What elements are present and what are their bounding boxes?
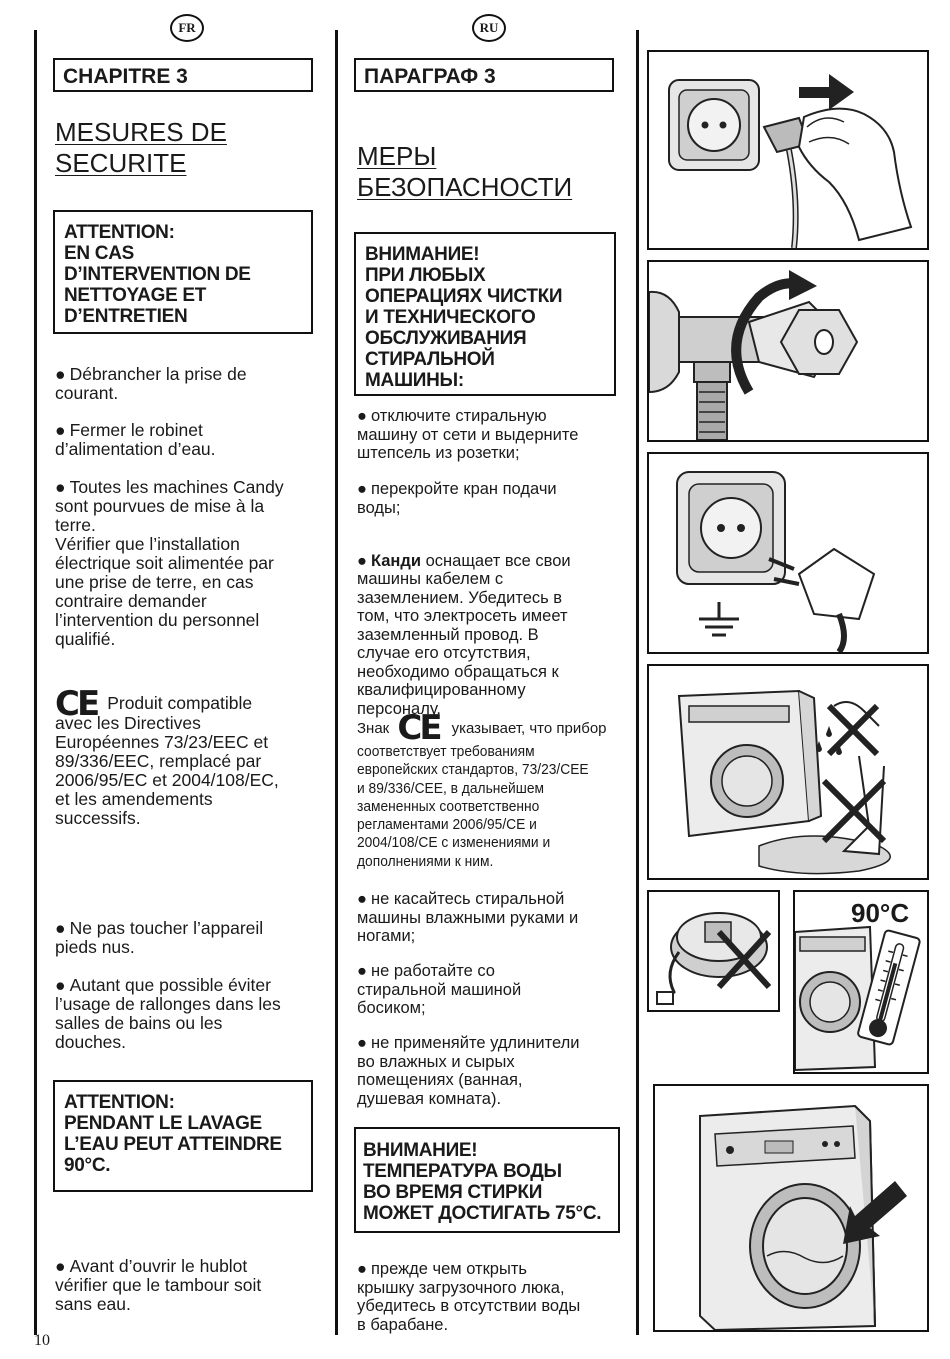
ru-warning1-line-3: ОПЕРАЦИЯХ ЧИСТКИ xyxy=(365,286,563,307)
fr-warning1-line-5: D’ENTRETIEN xyxy=(64,306,188,327)
fr-title-line-1: MESURES DE xyxy=(55,117,227,147)
illustration-no-wet-barefoot xyxy=(647,664,929,880)
ru-ce-prefix: Знак xyxy=(357,720,390,737)
ru-warning2-line-4: МОЖЕТ ДОСТИГАТЬ 75°C. xyxy=(363,1203,602,1224)
ru-earthing-brand: ● Канди xyxy=(357,552,421,570)
ru-warning1-line-2: ПРИ ЛЮБЫХ xyxy=(365,265,486,286)
ru-warning2-line-2: ТЕМПЕРАТУРА ВОДЫ xyxy=(363,1161,562,1182)
fr-ce-text-first: Produit compatible xyxy=(107,693,253,713)
ru-warning2-line-1: ВНИМАНИЕ! xyxy=(363,1140,478,1161)
fr-warning-temperature xyxy=(53,1080,313,1192)
page-number: 10 xyxy=(34,1332,50,1349)
fr-warning2-line-4: 90°C. xyxy=(64,1155,111,1176)
ru-warning-temperature xyxy=(354,1127,620,1233)
fr-warning1-line-2: EN CAS xyxy=(64,243,134,264)
fr-warning1-line-4: NETTOYAGE ET xyxy=(64,285,207,306)
ru-bullet-extension: ● не применяйте удлинители во влажных и сырых помещениях (ванная, душевая комната). xyxy=(357,1034,632,1108)
ru-warning2-line-3: ВО ВРЕМЯ СТИРКИ xyxy=(363,1182,543,1203)
ru-warning-maintenance xyxy=(354,232,616,396)
ru-warning1-line-5: ОБСЛУЖИВАНИЯ xyxy=(365,328,527,349)
ru-earthing-first: оснащает все свои xyxy=(421,551,571,570)
fr-ce-text-rest: avec les Directives Européennes 73/23/EEC et 89/336/EEC, remplacé par 2006/95/EC et 2004/108/EC, et les amendements successifs. xyxy=(55,713,279,828)
fr-warning1-line-3: D’INTERVENTION DE xyxy=(64,264,251,285)
ru-warning1-line-7: МАШИНЫ: xyxy=(365,370,464,391)
ru-bullet-water-tap: ● перекройте кран подачи воды; xyxy=(357,480,632,517)
ru-bullet-wet-hands: ● не касайтесь стиральной машины влажными руками и ногами; xyxy=(357,890,632,946)
ru-chapter-heading: ПАРАГРАФ 3 xyxy=(354,58,614,92)
ru-earthing-rest: машины кабелем с заземлением. Убедитесь в том, что электросеть имеет заземленный провод. В случае его отсутствия, необходимо обращаться к квалифицированному персоналу. xyxy=(357,570,568,718)
illustration-water-tap xyxy=(647,260,929,442)
fr-bullet-barefoot: ● Ne pas toucher l’appareil pieds nus. xyxy=(55,919,330,957)
temperature-label: 90°C xyxy=(851,898,910,928)
right-rule xyxy=(636,30,639,1335)
fr-bullet-water-tap: ● Fermer le robinet d’alimentation d’eau. xyxy=(55,421,330,459)
ru-bullet-unplug: ● отключите стиральную машину от сети и выдерните штепсель из розетки; xyxy=(357,407,632,463)
fr-bullet-extension: ● Autant que possible éviter l’usage de rallonges dans les salles de bains ou les douches. xyxy=(55,976,330,1052)
ru-warning1-line-6: СТИРАЛЬНОЙ xyxy=(365,349,495,370)
left-rule xyxy=(34,30,37,1335)
illustration-check-drum xyxy=(653,1084,929,1332)
ce-mark-icon: CE xyxy=(55,684,98,724)
ru-title-line-2: БЕЗОПАСНОСТИ xyxy=(357,172,573,202)
fr-warning1-line-1: ATTENTION: xyxy=(64,222,175,243)
fr-title-line-2: SECURITE xyxy=(55,148,187,178)
ru-title-line-1: МЕРЫ xyxy=(357,141,437,171)
ru-section-title xyxy=(357,141,572,203)
ru-warning1-line-1: ВНИМАНИЕ! xyxy=(365,244,480,265)
fr-warning2-line-3: L’EAU PEUT ATTEINDRE xyxy=(64,1134,282,1155)
fr-warning-maintenance xyxy=(53,210,313,334)
fr-bullet-earthing: ● Toutes les machines Candy sont pourvues de mise à la terre. Vérifier que l’installation électrique soit alimentée par une prise de terre, en cas contraire demander l’intervention du personnel qualifié. xyxy=(55,478,330,649)
ru-ce-rest: соответствует требованиям европейских стандартов, 73/23/CEE и 89/336/CEE, в дальнейшем замененных соответственно регламентами 2006/95/CE и 2004/108/CE с изменениями и дополнениями к ним. xyxy=(357,743,589,870)
fr-section-title xyxy=(55,117,227,179)
ru-bullet-barefoot: ● не работайте со стиральной машиной босиком; xyxy=(357,962,632,1018)
fr-bullet-door: ● Avant d’ouvrir le hublot vérifier que le tambour soit sans eau. xyxy=(55,1257,330,1314)
illustration-earthing xyxy=(647,452,929,654)
ru-ce-heading-line xyxy=(357,708,632,748)
fr-chapter-heading: CHAPITRE 3 xyxy=(53,58,313,92)
fr-warning2-line-1: ATTENTION: xyxy=(64,1092,175,1113)
fr-ce-paragraph xyxy=(55,675,330,828)
illustration-temperature xyxy=(793,890,929,1074)
ru-bullet-door: ● прежде чем открыть крышку загрузочного люка, убедитесь в отсутствии воды в барабане. xyxy=(357,1260,632,1334)
fr-warning2-line-2: PENDANT LE LAVAGE xyxy=(64,1113,262,1134)
illustration-no-extension xyxy=(647,890,780,1012)
ru-ce-mark-icon: CE xyxy=(397,708,440,748)
lang-badge-fr: FR xyxy=(170,14,204,42)
illustration-unplug xyxy=(647,50,929,250)
lang-badge-ru: RU xyxy=(472,14,506,42)
fr-bullet-unplug: ● Débrancher la prise de courant. xyxy=(55,365,330,403)
ru-earthing-paragraph xyxy=(357,533,632,718)
ru-warning1-line-4: И ТЕХНИЧЕСКОГО xyxy=(365,307,536,328)
middle-rule xyxy=(335,30,338,1335)
ru-ce-suffix: указывает, что прибор xyxy=(451,720,607,737)
